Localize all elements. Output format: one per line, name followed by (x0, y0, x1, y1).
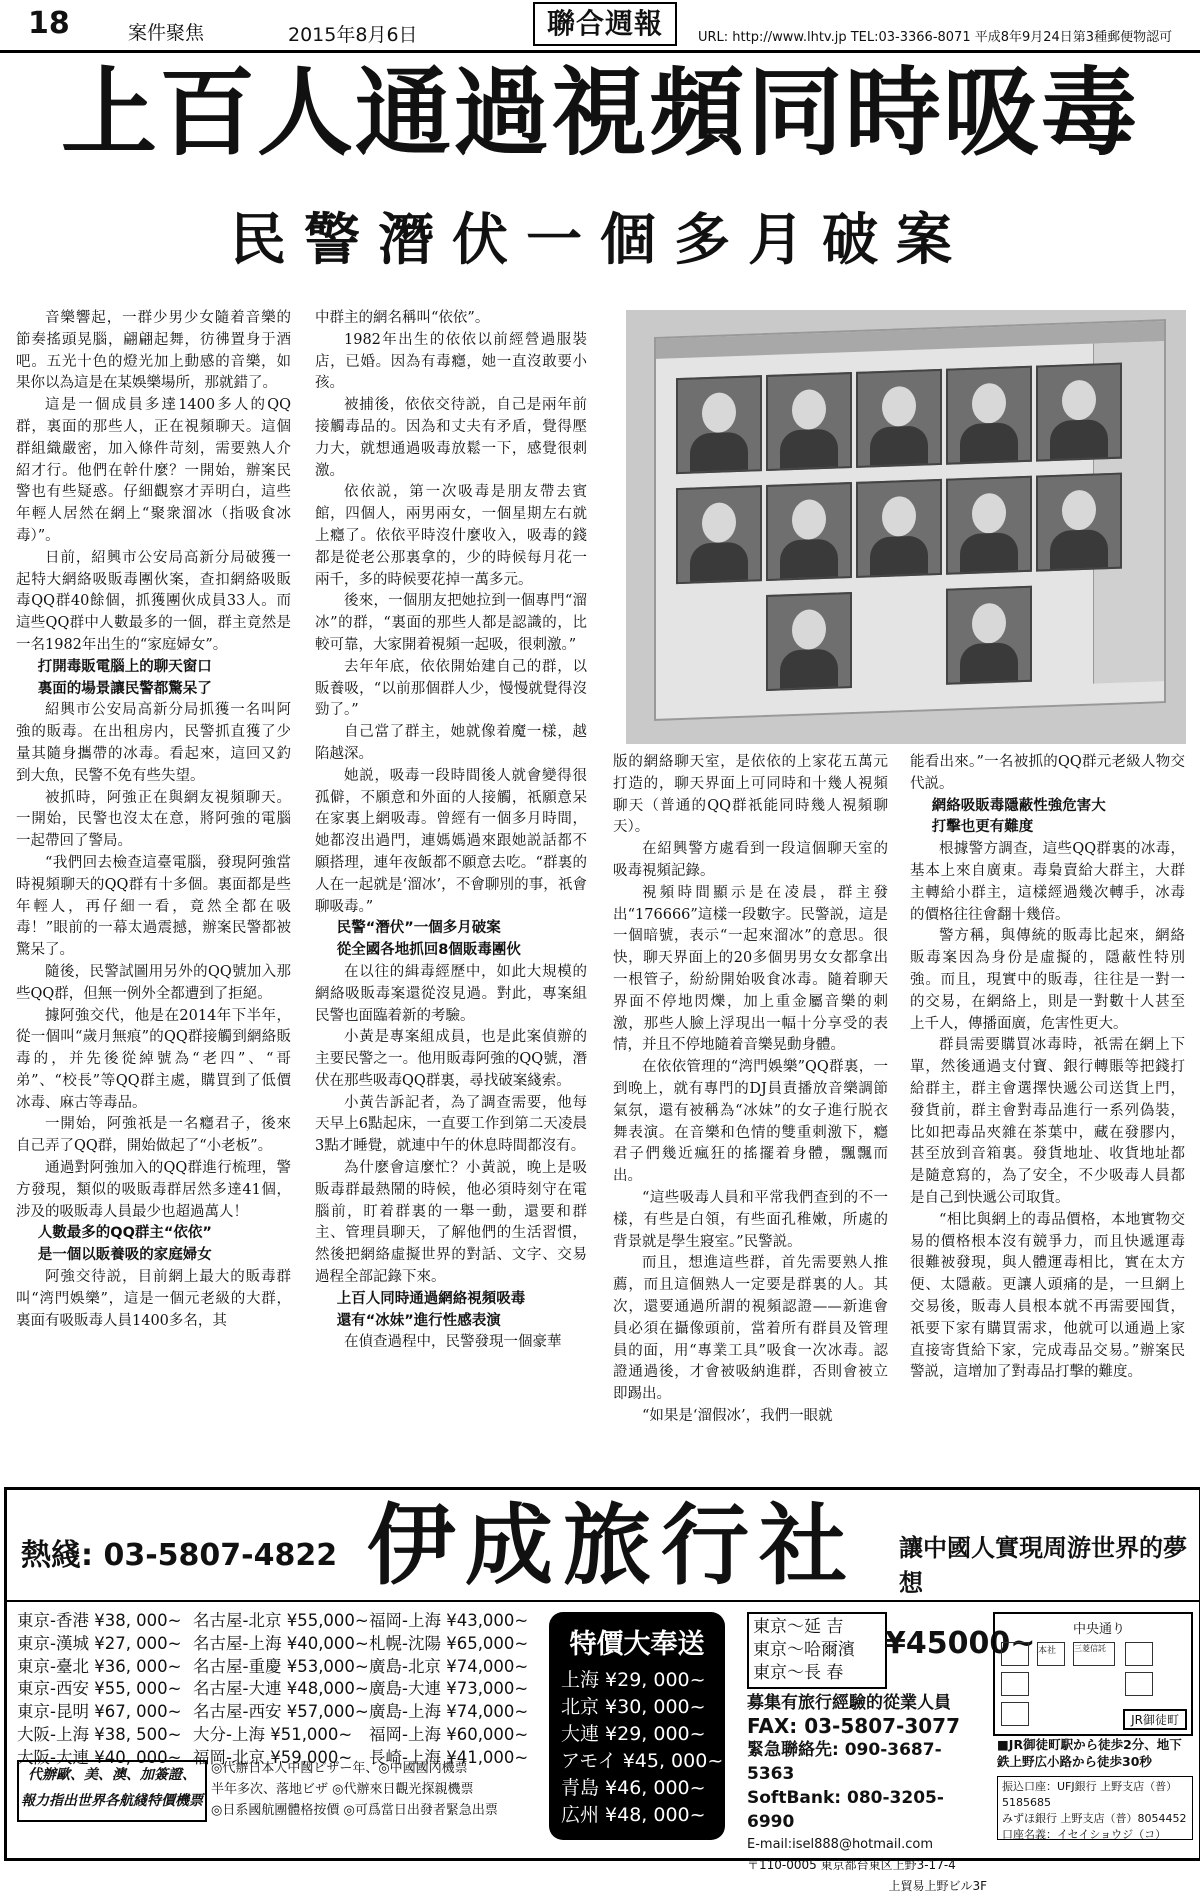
service-line: ◎代辦日本人中國ビザー年、◎中國國內機票 (211, 1761, 468, 1776)
ad-hotline: 熱綫: 03-5807-4822 (21, 1538, 338, 1573)
special-fare: 上海 ¥29, 000~ (561, 1669, 706, 1691)
video-chat-photo (626, 310, 1186, 744)
article-column-4 (910, 752, 1185, 1384)
fare-cell: 名古屋-西安 ¥57,000~ (193, 1702, 369, 1722)
video-tile (946, 586, 1032, 685)
promo-routes (747, 1612, 887, 1689)
article-paragraph: 被捕後，依依交待説，自己是兩年前接觸毒品的。因為和丈夫有矛盾，覺得壓力大，就想通過吸毒放鬆一下，感覺很刺激。 (315, 397, 587, 479)
video-tile (856, 369, 942, 468)
section-name: 案件聚焦 (128, 22, 205, 44)
bank-info (997, 1776, 1193, 1840)
body-shape (690, 542, 748, 582)
sub-headline: 民警潛伏一個多月破案 (230, 207, 970, 273)
body-shape (870, 425, 928, 465)
article-paragraph: 群員需要購買冰毒時，祇需在網上下單，然後通過支付寶、銀行轉賬等把錢打給群主，群主會選擇快遞公司送貨上門，發貨前，群主會對毒品進行一系列偽裝，比如把毒品夾雜在茶葉中，藏在發膠内，甚至放到音箱裏。發貨地址、收貨地址都是隨意寫的，為了安全，不少吸毒人員都是自己到快遞公司取貨。 (910, 1037, 1185, 1206)
fare-cell: 福岡-上海 ¥43,000~ (369, 1611, 529, 1630)
ad-slogan: 讓中國人實現周游世界的夢想 (899, 1534, 1187, 1597)
map-block (1001, 1642, 1029, 1666)
fare-row (17, 1610, 545, 1633)
video-tile (1036, 363, 1122, 462)
special-title: 特價大奉送 (569, 1629, 705, 1660)
map-bank-label: 三菱信託 (1073, 1642, 1115, 1666)
article-paragraph: 一開始，阿強祇是一名癮君子，後來自己弄了QQ群，開始做起了“小老板”。 (16, 1116, 291, 1155)
map-block (1001, 1702, 1029, 1726)
map-site-label: 本社 (1037, 1642, 1065, 1666)
article-paragraph: “我們回去檢查這臺電腦，發現阿強當時視頻聊天的QQ群有十多個。裏面都是些年輕人，再仔細一看，竟然全都在吸毒！”眼前的一幕太過震撼，辦案民警都被驚呆了。 (16, 854, 291, 959)
article-column-3 (613, 752, 888, 1428)
fare-cell: 東京-西安 ¥55, 000~ (17, 1679, 182, 1699)
contact-info (747, 1693, 987, 1897)
fare-cell: 福岡-北京 ¥59,000~ (193, 1747, 353, 1767)
access-info: ■JR御徒町駅から徒歩2分、地下鉄上野広小路から徒歩30秒 (997, 1737, 1182, 1769)
body-shape (960, 642, 1018, 682)
monitor-screen (654, 319, 1166, 721)
section-subheading: 網絡吸販毒隱蔽性強危害大 (931, 797, 1106, 814)
building-name: 上貿易上野ビル3F (888, 1879, 987, 1893)
face-shape (1062, 380, 1096, 421)
article-paragraph: 據阿強交代，他是在2014年下半年，從一個叫“歲月無痕”的QQ群接觸到網絡販毒的，并先後從綽號為“老四”、“哥弟”、“校長”等QQ群主處，購買到了低價冰毒、麻古等毒品。 (16, 1007, 291, 1111)
article-paragraph: 自己當了群主，她就像着魔一樣，越陷越深。 (315, 724, 587, 762)
video-tile (766, 592, 852, 691)
recruit-text: 募集有旅行經驗的從業人員 (747, 1693, 951, 1713)
page-header (0, 0, 1200, 53)
emergency-number: 緊急聯絡先: 090-3687-5363 (747, 1740, 942, 1784)
face-shape (792, 499, 826, 540)
face-shape (972, 603, 1006, 644)
body-shape (1050, 529, 1108, 569)
visa-tag-line2: 報力指出世界各航綫特價機票 (21, 1793, 203, 1809)
body-shape (780, 539, 838, 579)
face-shape (882, 386, 916, 427)
service-list (211, 1758, 541, 1821)
face-shape (1062, 490, 1096, 531)
face-shape (702, 392, 736, 433)
promo-route: 東京〜哈爾濱 (753, 1640, 855, 1660)
article-column-2 (315, 308, 587, 1354)
article-paragraph: “如果是‘溜假冰’，我們一眼就 (642, 1407, 833, 1424)
map-station-label: JR御徒町 (1123, 1709, 1187, 1730)
body-shape (960, 422, 1018, 462)
face-shape (882, 496, 916, 537)
article-paragraph: 這是一個成員多達1400多人的QQ群，裏面的那些人，正在視頻聊天。這個群組織嚴密，加入條件苛刻，需要熟人介紹才行。他們在幹什麼？一開始，辦案民警也有些疑惑。仔細觀察才弄明白，這些年輕人居然在網上“聚衆溜冰（指吸食冰毒）”。 (16, 397, 291, 544)
fare-cell: 東京-香港 ¥38, 000~ (17, 1611, 182, 1630)
special-fare: アモイ ¥45, 000~ (561, 1750, 724, 1772)
article-paragraph: 而且，想進這些群，首先需要熟人推薦，而且這個熟人一定要是群裏的人。其次，還要通過所謂的視頻認證——新進會員必須在攝像頭前，當着所有群員及管理員的面，用“專業工具”吸食一次冰毒。認證通過後，才會被吸納進群，否則會被立即踢出。 (613, 1255, 888, 1403)
video-tile (676, 485, 762, 584)
article-paragraph: 依依説，第一次吸毒是朋友帶去賓館，四個人，兩男兩女，一個星期左右就上癮了。依依平時沒什麼收入，吸毒的錢都是從老公那裏拿的，少的時候每月花一兩千，多的時候要花掉一萬多元。 (315, 484, 587, 588)
masthead-logo: 聯合週報 (533, 2, 677, 46)
article-paragraph: 她説，吸毒一段時間後人就會變得很孤僻，不願意和外面的人接觸，祇願意呆在家裏上網吸毒。曾經有一個多月時間，她都沒出過門，連媽媽過來跟她説話都不願搭理，連年夜飯都不願意去吃。“群裏的人在一起就是‘溜冰’，不會聊別的事，祇會聊吸毒。” (315, 767, 587, 915)
body-shape (690, 432, 748, 472)
article-paragraph: 在偵查過程中，民警發現一個豪華 (344, 1334, 562, 1351)
location-map (993, 1612, 1193, 1736)
article-paragraph: 去年年底，依依開始建自己的群，以販養吸，“以前那個群人少，慢慢就覺得沒勁了。” (315, 658, 587, 719)
body-shape (960, 532, 1018, 572)
fare-cell: 名古屋-北京 ¥55,000~ (193, 1611, 369, 1630)
special-fare: 大連 ¥29, 000~ (561, 1723, 706, 1745)
video-tile (946, 476, 1032, 575)
main-headline: 上百人通過視頻同時吸毒 (61, 57, 1139, 169)
fare-cell: 福岡-上海 ¥60,000~ (369, 1724, 529, 1744)
fare-row (17, 1633, 545, 1656)
bank-line: みずほ銀行 上野支店（普）8054452 (1002, 1812, 1187, 1825)
face-shape (702, 502, 736, 543)
article-paragraph: 被抓時，阿強正在與網友視頻聊天。一開始，民警也沒太在意，將阿強的電腦一起帶回了警局。 (16, 789, 291, 850)
fare-cell: 札幌-沈陽 ¥65,000~ (369, 1633, 529, 1653)
promo-route: 東京〜延 吉 (753, 1617, 844, 1637)
face-shape (972, 383, 1006, 424)
section-subheading: 還有“冰妹”進行性感表演 (336, 1312, 501, 1329)
promo-price: ¥45000~ (885, 1626, 1036, 1661)
softbank-number: SoftBank: 080-3205-6990 (747, 1788, 944, 1832)
article-paragraph: 警方稱，與傳統的販毒比起來，網絡販毒案因為身份是虛擬的，隱蔽性特別強。而且，現實中的販毒，往往是一對一的交易，在網絡上，則是一對數十人甚至上千人，傳播面廣，危害性更大。 (910, 928, 1185, 1032)
bank-line: 振込口座：UFJ銀行 上野支店（普）5185685 (1002, 1780, 1178, 1809)
bank-line: 口座名義：イセイショウジ（コ） (1002, 1828, 1167, 1841)
issue-date: 2015年8月6日 (288, 24, 418, 46)
map-block (1001, 1672, 1029, 1696)
fare-cell: 廣島-大連 ¥73,000~ (369, 1679, 529, 1699)
article-paragraph: 隨後，民警試圖用另外的QQ號加入那些QQ群，但無一例外全都遭到了拒絕。 (16, 963, 291, 1002)
url-line: URL: http://www.lhtv.jp TEL:03-3366-8071 平成8年9月24日第3種郵便物認可 (698, 30, 1173, 45)
promo-route: 東京〜長 春 (753, 1663, 844, 1683)
special-list (549, 1667, 725, 1829)
service-line: 半年多次、落地ビザ ◎代辦來日觀光探親機票 (211, 1782, 474, 1797)
face-shape (792, 389, 826, 430)
article-paragraph: 版的網絡聊天室，是依依的上家花五萬元打造的，聊天界面上可同時和十幾人視頻聊天（普通的QQ群祇能同時幾人視頻聊天）。 (613, 754, 888, 836)
travel-agency-ad (4, 1487, 1200, 1893)
section-subheading: 打擊也更有難度 (931, 819, 1034, 836)
section-subheading: 上百人同時通過網絡視頻吸毒 (336, 1290, 526, 1307)
video-tile (856, 479, 942, 578)
body-shape (780, 429, 838, 469)
fare-row (17, 1656, 545, 1679)
video-tile (946, 366, 1032, 465)
visa-tag-line1: 代辦歐、美、澳、加簽證、 (28, 1767, 196, 1783)
fare-cell: 長崎-上海 ¥41,000~ (369, 1747, 529, 1767)
fare-cell: 大分-上海 ¥51,000~ (193, 1724, 353, 1744)
fare-cell: 大阪-大連 ¥40, 000~ (17, 1747, 182, 1767)
article-paragraph: 能看出來。”一名被抓的QQ群元老級人物交代説。 (910, 754, 1185, 792)
article-paragraph: 小黃告訴記者，為了調查需要，他每天早上6點起床，一直要工作到第二天凌晨3點才睡覺，就連中午的休息時間都沒有。 (315, 1094, 587, 1155)
article-paragraph: “相比與網上的毒品價格，本地實物交易的價格根本沒有競爭力，而且快遞運毒很難被發現，與人體運毒相比，實在太方便、太隱蔽。更讓人頭痛的是，一旦網上交易後，販毒人員根本就不再需要囤貨，祇要下家有購買需求，他就可以通過上家直接寄貨給下家，完成毒品交易。”辦案民警説，這增加了對毒品打擊的難度。 (910, 1211, 1185, 1381)
article-paragraph: 音樂響起，一群少男少女隨着音樂的節奏搖頭晃腦，翩翩起舞，彷彿置身于酒吧。五光十色的燈光加上動感的音樂，如果你以為這是在某娛樂場所，那就錯了。 (16, 310, 291, 392)
map-block (1125, 1672, 1153, 1696)
fare-row (17, 1701, 545, 1724)
map-block (1125, 1642, 1153, 1666)
section-subheading: 民警“潛伏”一個多月破案 (336, 920, 501, 937)
service-line: ◎日系國航團體格按價 ◎可爲當日出發者緊急出票 (211, 1803, 498, 1818)
video-tile (766, 372, 852, 471)
article-paragraph: 中群主的網名稱叫“依依”。 (315, 310, 490, 326)
special-fare: 青島 ¥46, 000~ (561, 1777, 706, 1799)
face-shape (792, 609, 826, 650)
fax-number: FAX: 03-5807-3077 (747, 1714, 960, 1738)
page-number: 18 (28, 6, 70, 41)
article-paragraph: 通過對阿強加入的QQ群進行梳理，警方發現，類似的吸販毒群居然多達41個，涉及的吸販毒人員最少也超過萬人！ (16, 1160, 291, 1220)
article-paragraph: 在依依管理的“湾門娛樂”QQ群裏，一到晚上，就有專門的DJ員責播放音樂調節氣氛，還有被稱為“冰妹”的女子進行脱衣舞表演。在音樂和色情的雙重刺激下，癮君子們幾近瘋狂的搖擺着身體，飄飄而出。 (613, 1059, 888, 1185)
face-shape (972, 493, 1006, 534)
article-paragraph: 阿強交待説，目前網上最大的販毒群叫“湾門娛樂”，這是一個元老級的大群，裏面有吸販毒人員1400多名，其 (16, 1269, 291, 1329)
article-column-1 (16, 308, 291, 1332)
video-tile (766, 482, 852, 581)
article-paragraph: 視頻時間顯示是在凌晨，群主發出“176666”這樣一段數字。民警説，這是一個暗號，表示“一起來溜冰”的意思。很快，聊天界面上的20多個男男女女都拿出一根管子，紛紛開始吸食冰毒。隨着聊天界面不停地閃爍，加上重金屬音樂的刺激，那些人臉上浮現出一幅十分享受的表情，并且不停地隨着音樂晃動身體。 (613, 884, 888, 1054)
visa-tag (17, 1760, 207, 1822)
body-shape (1050, 419, 1108, 459)
fare-table (17, 1610, 545, 1770)
fare-cell: 廣島-北京 ¥74,000~ (369, 1656, 529, 1676)
fare-row (17, 1724, 545, 1747)
fare-cell: 東京-臺北 ¥36, 000~ (17, 1656, 182, 1676)
fare-cell: 大阪-上海 ¥38, 500~ (17, 1724, 182, 1744)
section-subheading: 打開毒販電腦上的聊天窗口 (37, 658, 212, 675)
window-titlebar (656, 321, 1164, 359)
body-shape (870, 535, 928, 575)
postal-address: 〒110-0005 東京都台東区上野3-17-4 (747, 1858, 956, 1872)
map-road-label: 中央通り (1073, 1622, 1126, 1637)
article-paragraph: 在以往的緝毒經歷中，如此大規模的網絡吸販毒案還從沒見過。對此，專案組民警也面臨着新的考驗。 (315, 963, 587, 1024)
special-fare: 北京 ¥30, 000~ (561, 1696, 706, 1718)
article-paragraph: 在紹興警方處看到一段這個聊天室的吸毒視頻記錄。 (613, 841, 888, 879)
fare-cell: 名古屋-上海 ¥40,000~ (193, 1633, 369, 1653)
article-paragraph: 根據警方調查，這些QQ群裏的冰毒，基本上來自廣東。毒梟賣給大群主，大群主轉給小群主，這樣經過幾次轉手，冰毒的價格往往會翻十幾倍。 (910, 841, 1185, 923)
article-paragraph: 小黃是專案組成員，也是此案偵辦的主要民警之一。他用販毒阿強的QQ號，潛伏在那些吸毒QQ群裏，尋找破案綫索。 (315, 1029, 587, 1089)
section-subheading: 從全國各地抓回8個販毒團伙 (336, 942, 521, 959)
ad-brand: 伊成旅行社 (367, 1493, 858, 1597)
fare-cell: 東京-漢城 ¥27, 000~ (17, 1633, 182, 1653)
ad-divider (7, 1600, 1199, 1602)
fare-cell: 名古屋-重慶 ¥53,000~ (193, 1656, 369, 1676)
fare-row (17, 1678, 545, 1701)
promo-block (747, 1612, 1036, 1897)
body-shape (780, 649, 838, 689)
section-subheading: 是一個以販養吸的家庭婦女 (37, 1247, 212, 1264)
special-fare: 広州 ¥48, 000~ (561, 1804, 706, 1826)
article-paragraph: 後來，一個朋友把她拉到一個專門“溜冰”的群，“裏面的那些人都是認識的，比較可靠，大家開着視頻一起吸，很刺激。” (315, 593, 587, 653)
article-paragraph: 為什麽會這麼忙？小黃説，晚上是吸販毒群最熱鬧的時候，他必須時刻守在電腦前，盯着群裏的一舉一動，還要和群主、管理員聊天，了解他們的生活習慣，然後把網絡虛擬世界的對話、文字、交易過程全部記錄下來。 (315, 1160, 587, 1286)
video-tile (676, 375, 762, 474)
article-paragraph: 1982年出生的依依以前經營過服裝店，已婚。因為有毒癮，她一直沒敢要小孩。 (315, 331, 587, 392)
article-paragraph: “這些吸毒人員和平常我們查到的不一樣，有些是白領，有些面孔稚嫩，所處的背景就是學生寢室。”民警説。 (613, 1189, 888, 1250)
fare-cell: 東京-昆明 ¥67, 000~ (17, 1702, 182, 1722)
fare-cell: 廣島-上海 ¥74,000~ (369, 1702, 529, 1722)
email-address: E-mail:isel888@hotmail.com (747, 1837, 933, 1852)
section-subheading: 人數最多的QQ群主“依依” (37, 1225, 212, 1242)
special-offer-box (549, 1612, 725, 1840)
article-paragraph: 紹興市公安局高新分局抓獲一名叫阿強的販毒。在出租房内，民警抓直獲了少量其隨身攜帶的冰毒。看起來，這回又釣到大魚，民警不免有些失望。 (16, 702, 291, 784)
fare-cell: 名古屋-大連 ¥48,000~ (193, 1679, 369, 1699)
article-paragraph: 日前，紹興市公安局高新分局破獲一起特大網絡吸販毒團伙案，查扣網絡吸販毒QQ群40餘個，抓獲團伙成員33人。而這些QQ群中人數最多的一個，群主竟然是一名1982年出生的“家庭婦女”。 (16, 549, 291, 653)
video-tile (1036, 473, 1122, 572)
section-subheading: 裏面的場景讓民警都驚呆了 (37, 680, 212, 697)
